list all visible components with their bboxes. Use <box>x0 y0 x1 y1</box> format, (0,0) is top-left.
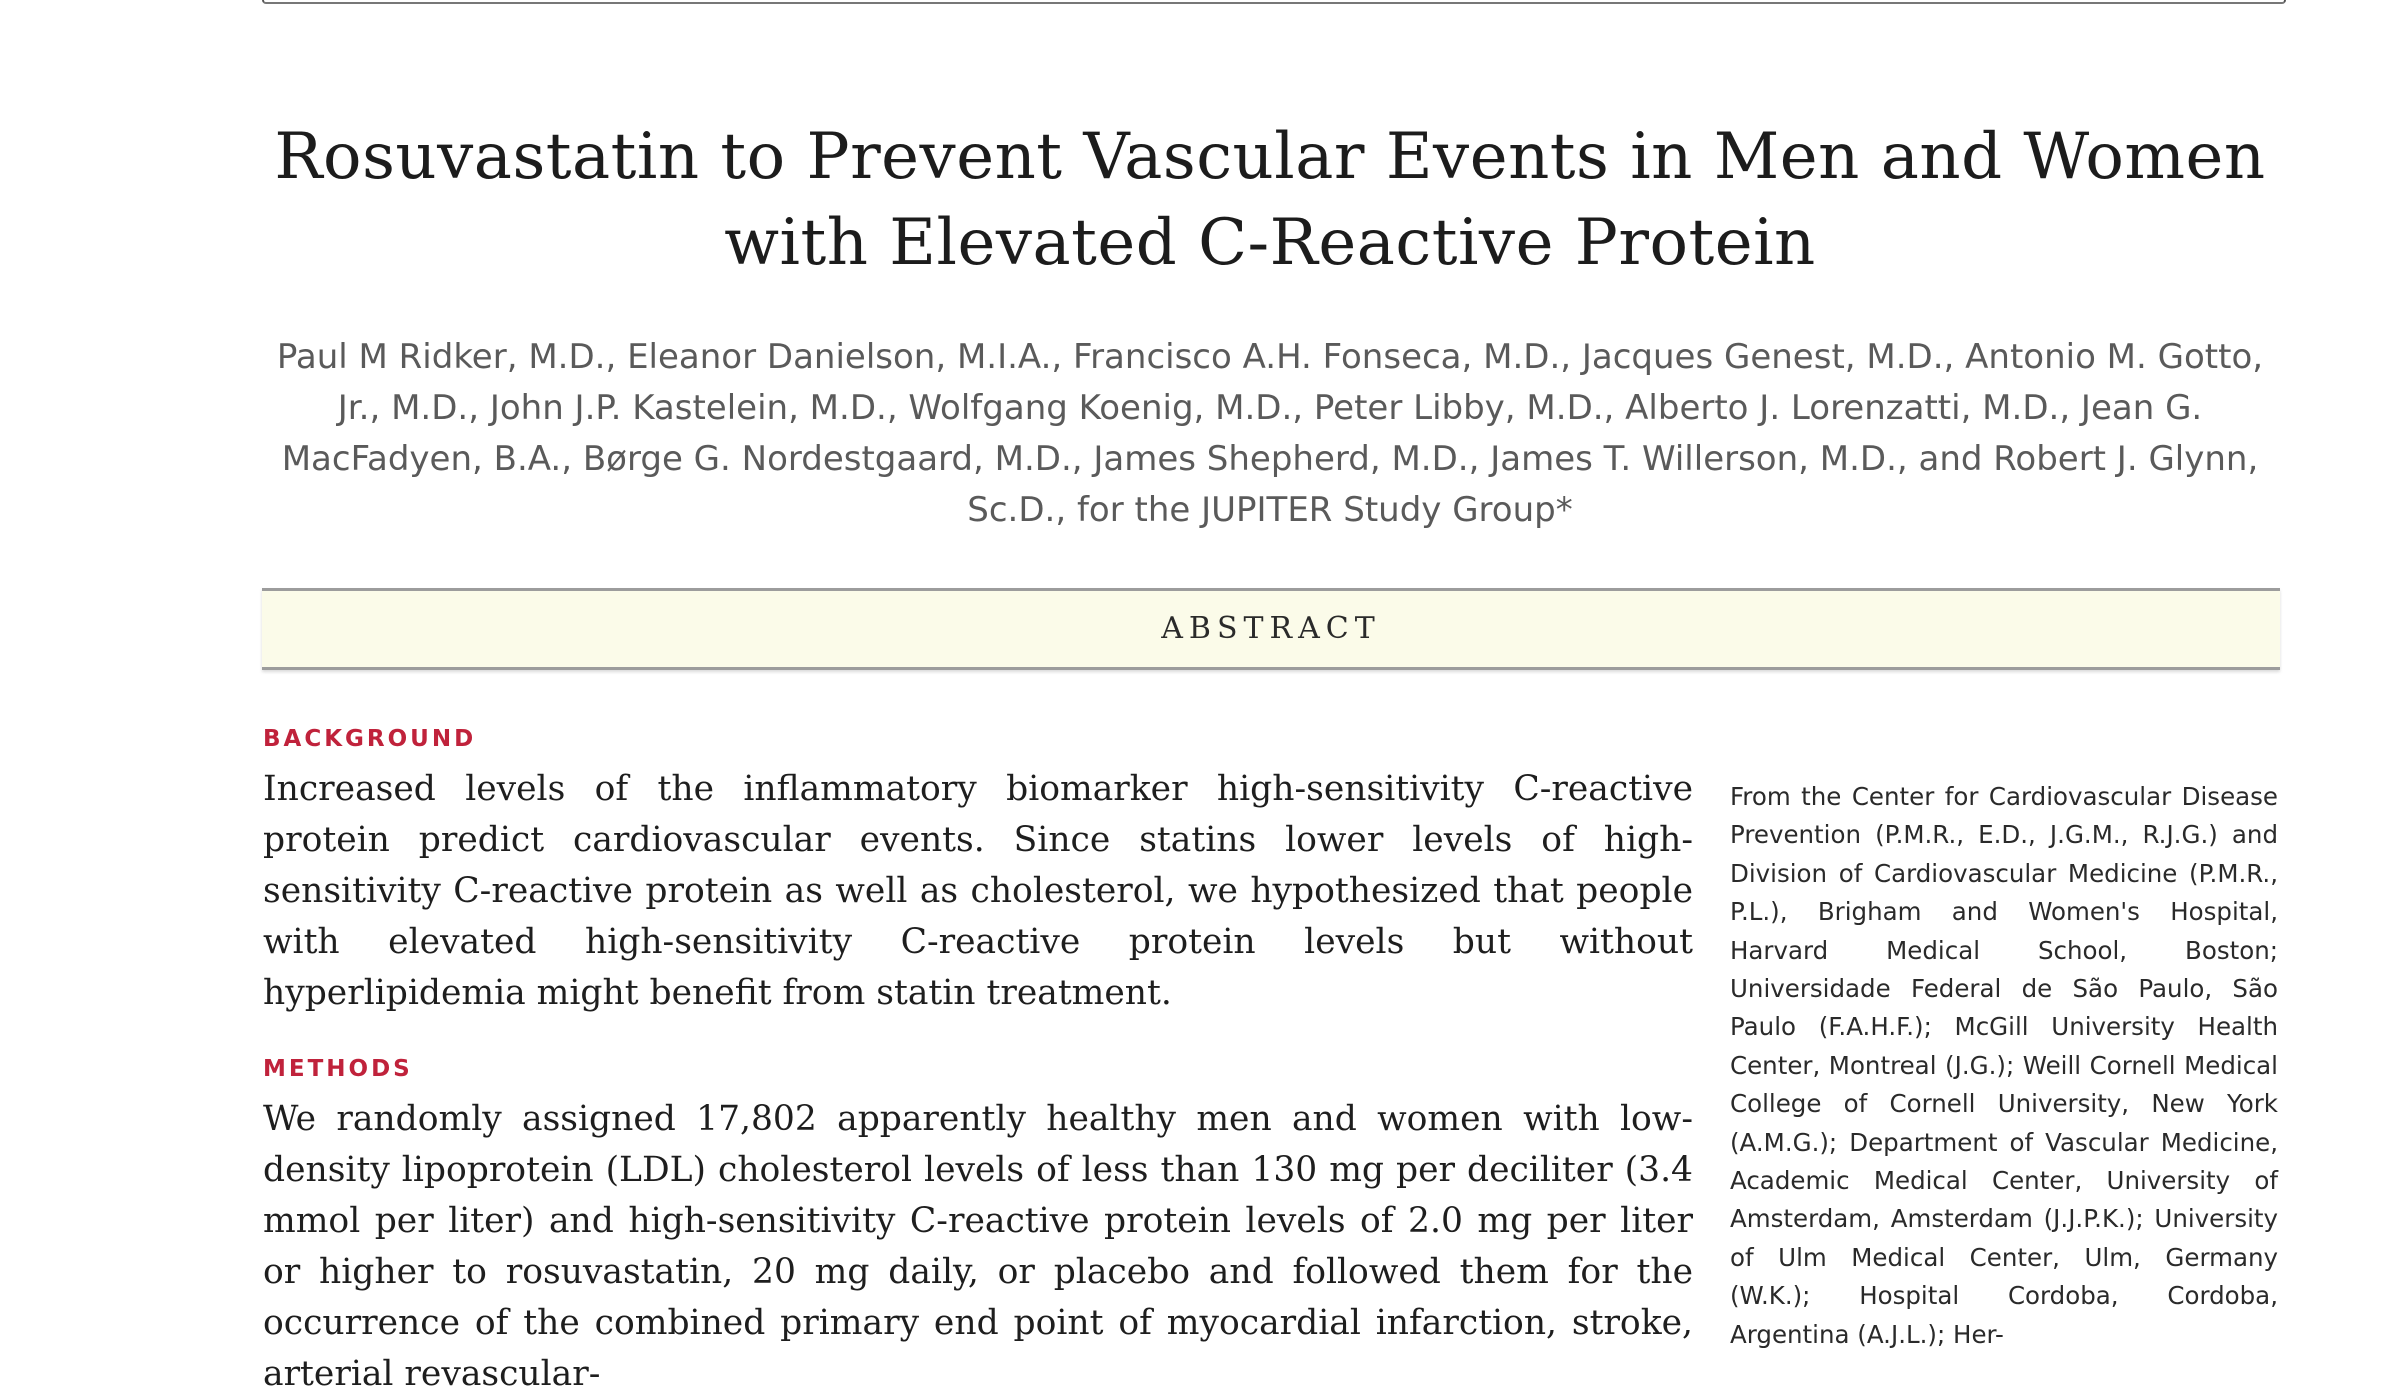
background-text: Increased levels of the inflammatory biomarker high-sensitivity C-reactive protein predict cardiovascular events. Since statins lower levels of high-sensitivity C-reactive protein as well as cholesterol, we hypothesized that people with elevated high-sensitivity C-reactive protein levels but without hyperlipidemia might benefit from statin treatment. <box>263 769 1693 1013</box>
affiliation-note: From the Center for Cardiovascular Disease Prevention (P.M.R., E.D., J.G.M., R.J.G.) and Division of Cardiovascular Medicine (P.M.R., P.L.), Brigham and Women's Hospital, Harvard Medical School, Boston; Universidade Federal de São Paulo, São Paulo (F.A.H.F.); McGill University Health Center, Montreal (J.G.); Weill Cornell Medical College of Cornell University, New York (A.M.G.); Department of Vascular Medicine, Academic Medical Center, University of Amsterdam, Amsterdam (J.J.P.K.); University of Ulm Medical Center, Ulm, Germany (W.K.); Hospital Cordoba, Cordoba, Argentina (A.J.L.); Her- <box>1730 782 2278 1349</box>
methods-heading: METHODS <box>263 1056 413 1082</box>
abstract-label: ABSTRACT <box>1161 611 1381 646</box>
author-list: Paul M Ridker, M.D., Eleanor Danielson, M.I.A., Francisco A.H. Fonseca, M.D., Jacques Genest, M.D., Antonio M. Gotto, Jr., M.D., John J.P. Kastelein, M.D., Wolfgang Koenig, M.D., Peter Libby, M.D., Alberto J. Lorenzatti, M.D., Jean G. MacFadyen, B.A., Børge G. Nordestgaard, M.D., James Shepherd, M.D., James T. Willerson, M.D., and Robert J. Glynn, Sc.D., for the JUPITER Study Group* <box>276 337 2264 530</box>
top-border-rule <box>262 0 2286 4</box>
background-heading: BACKGROUND <box>263 726 477 752</box>
methods-text: We randomly assigned 17,802 apparently healthy men and women with low-density lipoprotein (LDL) cholesterol levels of less than 130 mg per deciliter (3.4 mmol per liter) and high-sensitivity C-reactive protein levels of 2.0 mg per liter or higher to rosuvastatin, 20 mg daily, or placebo and followed them for the occurrence of the combined primary end point of myocardial infarction, stroke, arterial revascular- <box>263 1099 1693 1394</box>
abstract-banner <box>262 588 2280 670</box>
article-title: Rosuvastatin to Prevent Vascular Events in Men and Women with Elevated C-Reactive Protein <box>274 120 2266 280</box>
